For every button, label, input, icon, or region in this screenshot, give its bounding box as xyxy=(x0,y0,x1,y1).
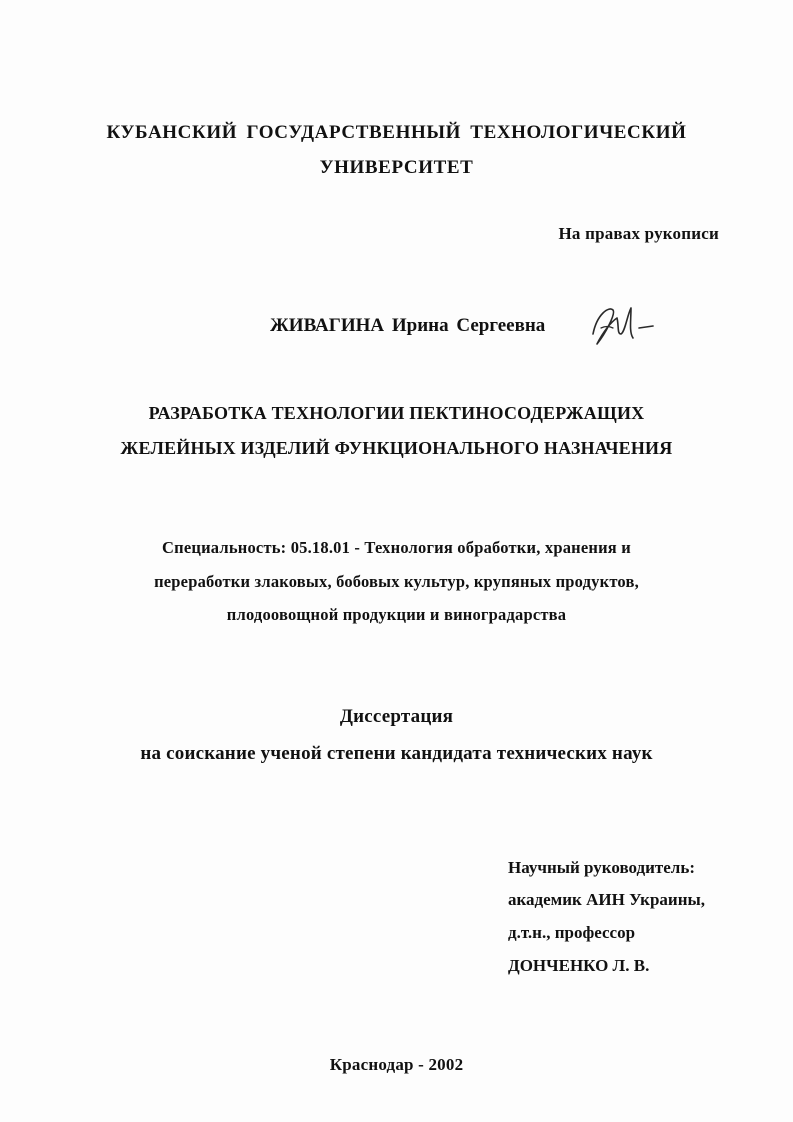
manuscript-rights-note: На правах рукописи xyxy=(558,224,719,243)
supervisor-title2: д.т.н., профессор xyxy=(508,923,636,942)
specialty-line2: переработки злаковых, бобовых культур, крупяных продуктов, xyxy=(154,572,639,591)
university-name-line1: КУБАНСКИЙ ГОСУДАРСТВЕННЫЙ ТЕХНОЛОГИЧЕСКИЙ xyxy=(106,122,687,143)
author-block xyxy=(270,304,659,348)
dissertation-heading: Диссертация xyxy=(339,706,454,727)
supervisor-title1: академик АИН Украины, xyxy=(508,890,706,909)
city-year: Краснодар - 2002 xyxy=(329,1055,464,1074)
supervisor-role: Научный руководитель: xyxy=(508,858,695,877)
university-name-line2: УНИВЕРСИТЕТ xyxy=(319,157,474,178)
signature-icon xyxy=(587,304,659,348)
thesis-title-line1: РАЗРАБОТКА ТЕХНОЛОГИИ ПЕКТИНОСОДЕРЖАЩИХ xyxy=(148,403,645,423)
thesis-title-line2: ЖЕЛЕЙНЫХ ИЗДЕЛИЙ ФУНКЦИОНАЛЬНОГО НАЗНАЧЕНИЯ xyxy=(120,438,673,458)
specialty-line3: плодоовощной продукции и виноградарства xyxy=(226,605,567,624)
specialty-line1: Специальность: 05.18.01 - Технология обработки, хранения и xyxy=(162,538,631,557)
supervisor-name: ДОНЧЕНКО Л. В. xyxy=(508,956,650,975)
author-name: ЖИВАГИНА Ирина Сергеевна xyxy=(270,315,546,336)
degree-line: на соискание ученой степени кандидата технических наук xyxy=(140,743,653,764)
